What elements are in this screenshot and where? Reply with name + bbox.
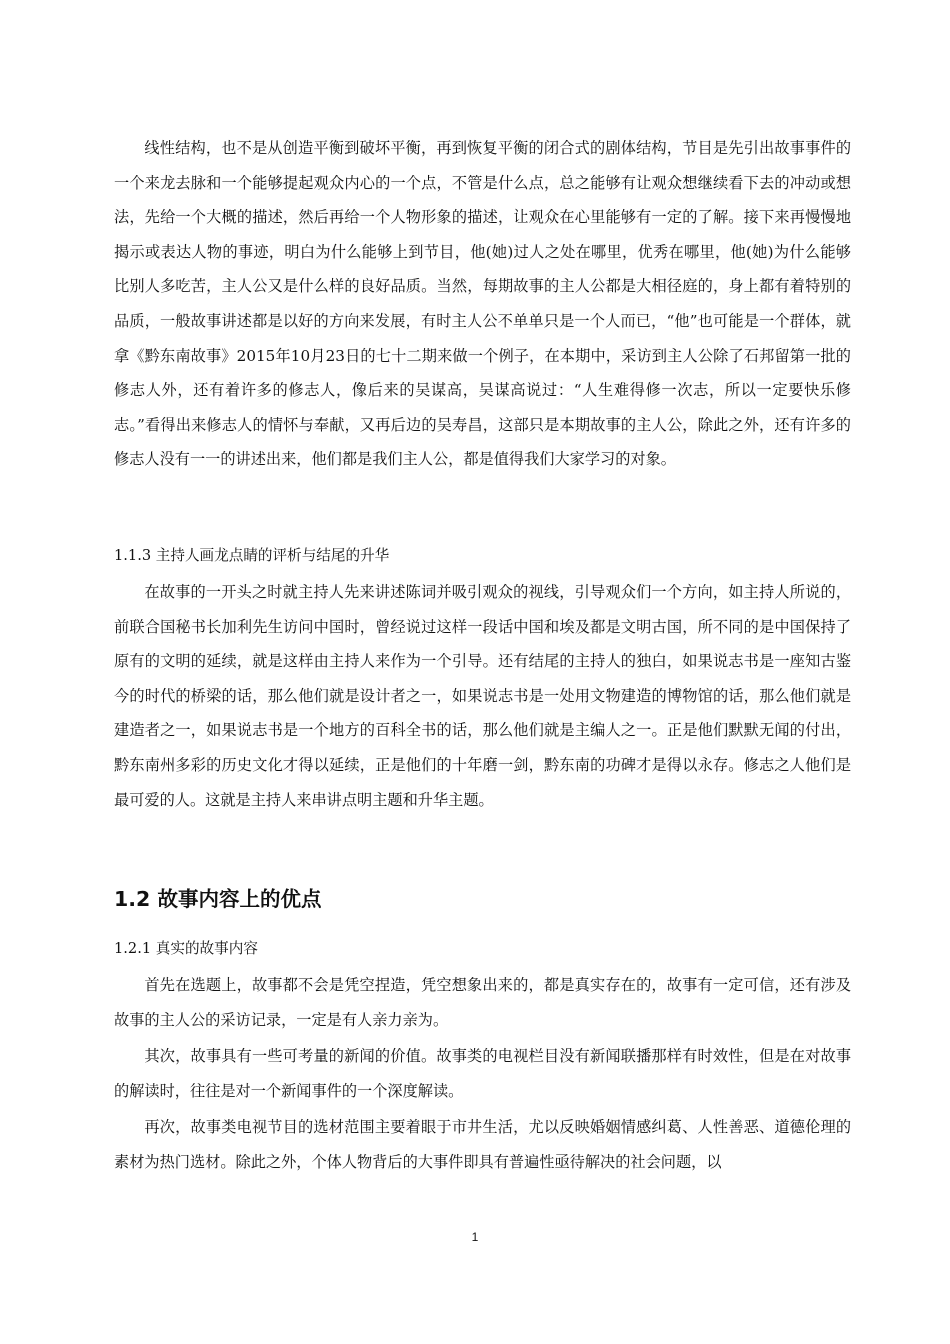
- subsection-heading-1-2-1: 1.2.1 真实的故事内容: [114, 940, 258, 957]
- paragraph-topic-selection: 首先在选题上，故事都不会是凭空捏造，凭空想象出来的，都是真实存在的，故事有一定可信，还有涉及故事的主人公的采访记录，一定是有人亲力亲为。: [114, 976, 851, 1029]
- paragraph-host-commentary: 在故事的一开头之时就主持人先来讲述陈词并吸引观众的视线，引导观众们一个方向，如主持人所说的，前联合国秘书长加利先生访问中国时，曾经说过这样一段话中国和埃及都是文明古国，所不同的是中国保持了原有的文明的延续，就是这样由主持人来作为一个引导。还有结尾的主持人的独白，如果说志书是一座知古鉴今的时代的桥梁的话，那么他们就是设计者之一，如果说志书是一处用文物建造的博物馆的话，那么他们就是建造者之一，如果说志书是一个地方的百科全书的话，那么他们就是主编人之一。正是他们默默无闻的付出，黔东南州多彩的历史文化才得以延续，正是他们的十年磨一剑，黔东南的功碑才是得以永存。修志之人他们是最可爱的人。这就是主持人来串讲点明主题和升华主题。: [114, 583, 851, 809]
- subsection-heading-1-1-3: 1.1.3 主持人画龙点睛的评析与结尾的升华: [114, 547, 390, 564]
- paragraph-story-structure: 线性结构，也不是从创造平衡到破坏平衡，再到恢复平衡的闭合式的剧体结构，节目是先引出故事事件的一个来龙去脉和一个能够提起观众内心的一个点，不管是什么点，总之能够有让观众想继续看下去的冲动或想法，先给一个大概的描述，然后再给一个人物形象的描述，让观众在心里能够有一定的了解。接下来再慢慢地揭示或表达人物的事迹，明白为什么能够上到节目，他(她)过人之处在哪里，优秀在哪里，他(她)为什么能够比别人多吃苦，主人公又是什么样的良好品质。当然，每期故事的主人公都是大相径庭的，身上都有着特别的品质，一般故事讲述都是以好的方向来发展，有时主人公不单单只是一个人而已，“他”也可能是一个群体，就拿《黔东南故事》2015年10月23日的七十二期来做一个例子，在本期中，采访到主人公除了石邦留第一批的修志人外，还有着许多的修志人，像后来的吴谋高，吴谋高说过：“人生难得修一次志，所以一定要快乐修志。”看得出来修志人的情怀与奉献，又再后边的吴寿昌，这部只是本期故事的主人公，除此之外，还有许多的修志人没有一一的讲述出来，他们都是我们主人公，都是值得我们大家学习的对象。: [114, 139, 851, 469]
- paragraph-material-scope: 再次，故事类电视节目的选材范围主要着眼于市井生活，尤以反映婚姻情感纠葛、人性善恶、道德伦理的素材为热门选材。除此之外，个体人物背后的大事件即具有普遍性亟待解决的社会问题，以: [114, 1118, 851, 1171]
- page-number: 1: [471, 1230, 479, 1244]
- paragraph-news-value: 其次，故事具有一些可考量的新闻的价值。故事类的电视栏目没有新闻联播那样有时效性，但是在对故事的解读时，往往是对一个新闻事件的一个深度解读。: [114, 1047, 851, 1100]
- section-heading-1-2: 1.2 故事内容上的优点: [114, 887, 322, 911]
